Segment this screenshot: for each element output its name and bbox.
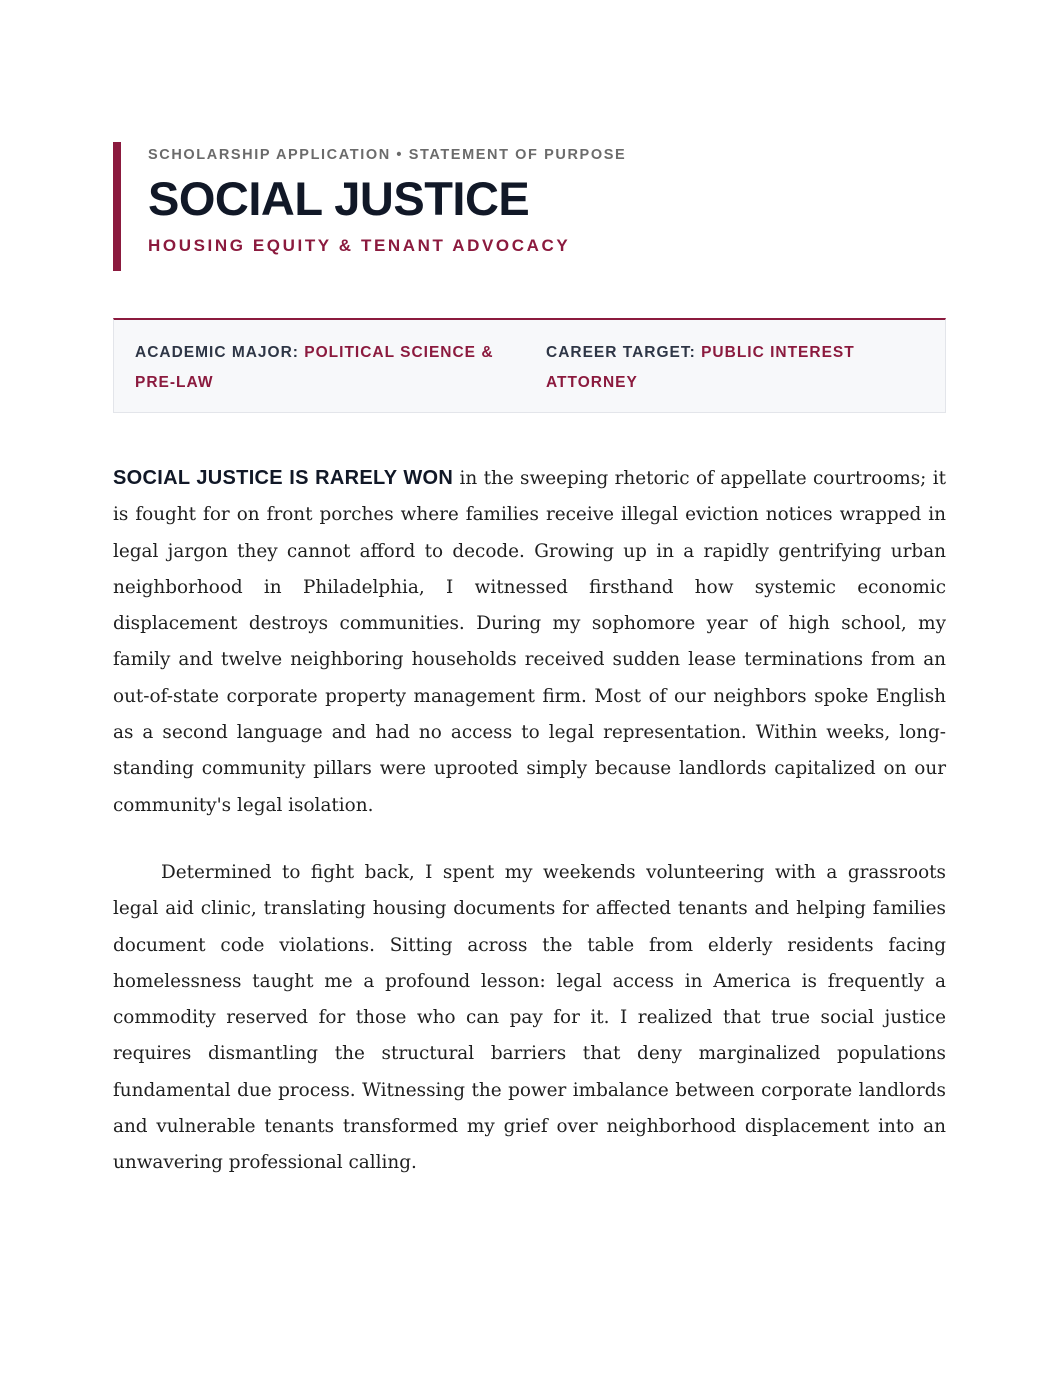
academic-major-label: ACADEMIC MAJOR: <box>135 344 299 361</box>
career-target-value: PUBLIC INTEREST ATTORNEY <box>546 344 855 391</box>
essay-paragraph-2: Determined to fight back, I spent my weekends volunteering with a grassroots legal aid clinic, translating housing documents for affected tenants and helping families document code violations. Sitting across the table from elderly residents facing homelessness taught me a profound lesson: legal access in America is frequently a commodity reserved for those who can pay for it. I realized that true social justice requires dismantling the structural barriers that deny marginalized populations fundamental due process. Witnessing the power imbalance between corporate landlords and vulnerable tenants transformed my grief over neighborhood displacement into an unwavering professional calling. <box>113 861 946 1174</box>
academic-major <box>135 338 525 412</box>
essay-paragraph-1-text: in the sweeping rhetoric of appellate courtrooms; it is fought for on front porches where families receive illegal eviction notices wrapped in legal jargon they cannot afford to decode. Growing up in a rapidly gentrifying urban neighborhood in Philadelphia, I witnessed firsthand how systemic economic displacement destroys communities. During my sophomore year of high school, my family and twelve neighboring households received sudden lease terminations from an out-of-state corporate property management firm. Most of our neighbors spoke English as a second language and had no access to legal representation. Within weeks, long-standing community pillars were uprooted simply because landlords capitalized on our community's legal isolation. <box>113 468 946 816</box>
page-subtitle: HOUSING EQUITY & TENANT ADVOCACY <box>148 236 571 255</box>
applicant-info-box <box>113 318 946 413</box>
essay-body <box>113 460 946 1182</box>
career-target <box>546 338 916 412</box>
document-kicker: SCHOLARSHIP APPLICATION • STATEMENT OF PURPOSE <box>148 147 627 163</box>
page-title: SOCIAL JUSTICE <box>148 172 530 225</box>
academic-major-value: POLITICAL SCIENCE & PRE-LAW <box>135 344 494 391</box>
career-target-label: CAREER TARGET: <box>546 344 696 361</box>
header-block <box>113 142 946 271</box>
essay-lead-in: SOCIAL JUSTICE IS RARELY WON <box>113 467 454 489</box>
essay-paragraph-1 <box>113 460 946 824</box>
